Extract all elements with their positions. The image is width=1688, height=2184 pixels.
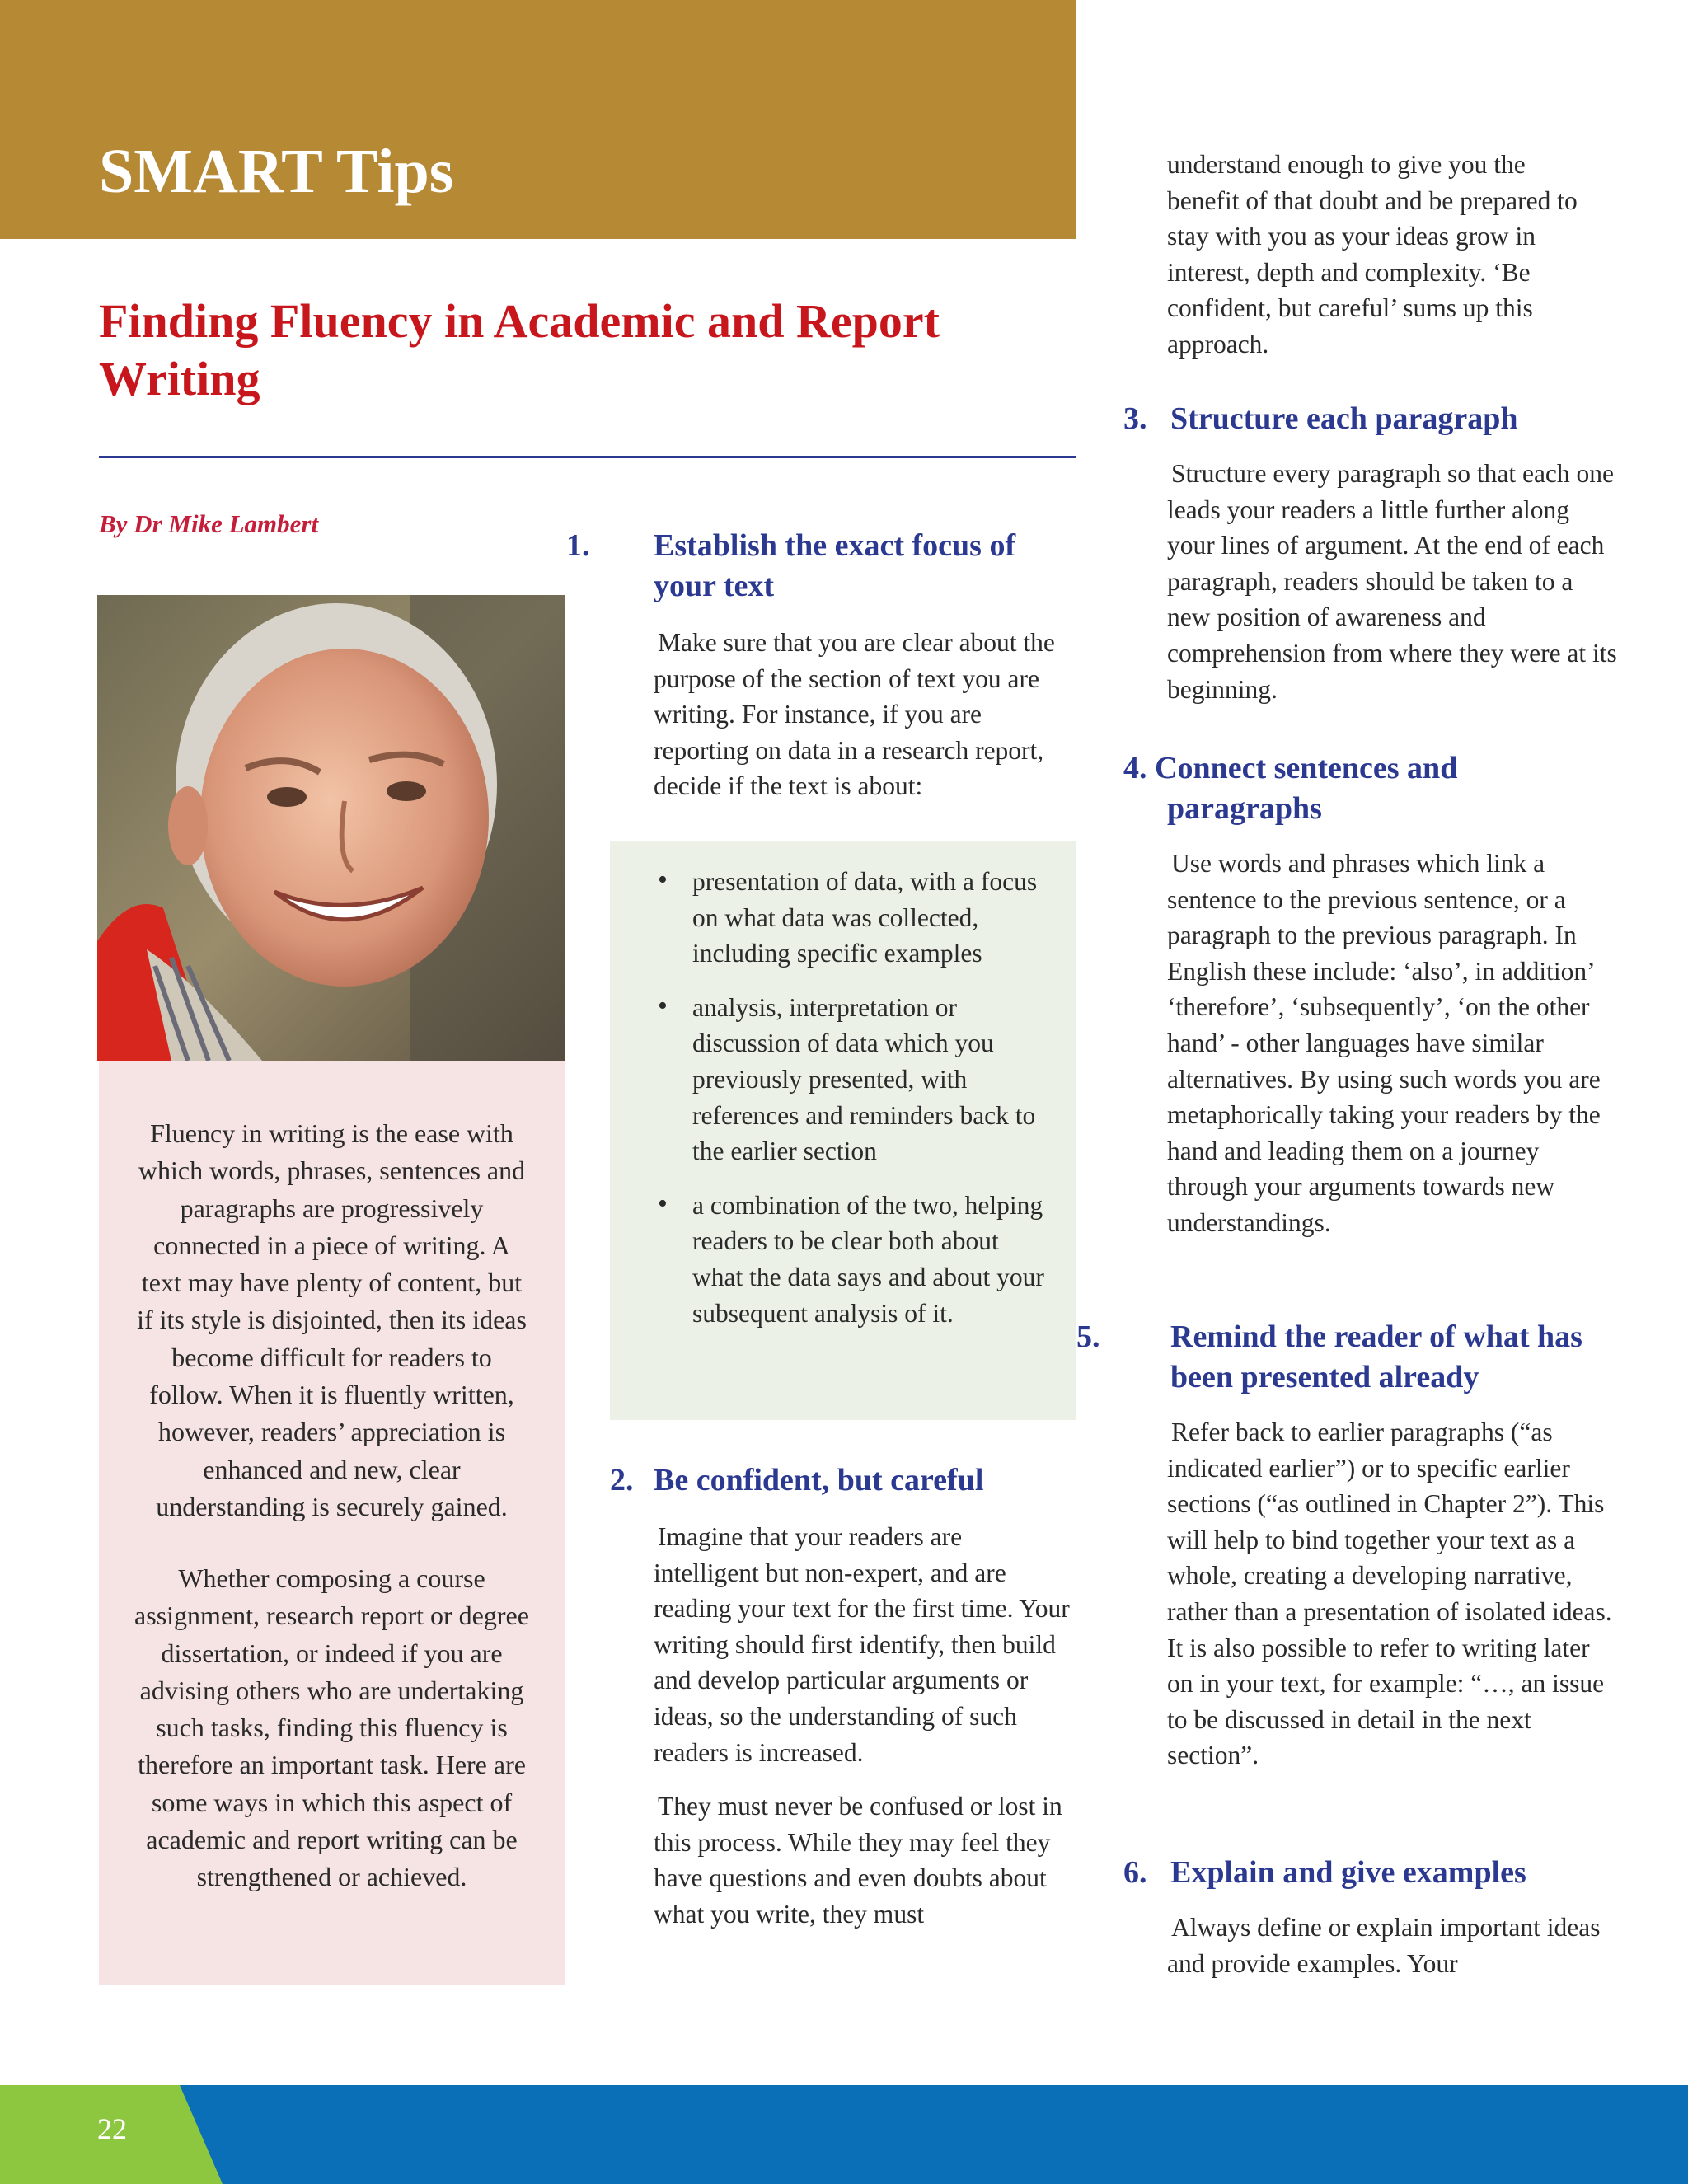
focus-options-list [658,864,1045,1349]
section-6 [1123,1853,1618,1981]
section-3-body: Structure every paragraph so that each one leads your readers a little further along your lines of argument. At the end of each paragraph, readers should be taken to a new position of awareness and comprehension from where they were at its beginning. [1167,459,1617,704]
list-item: • analysis, interpretation or discussion of data which you previously presented, with references and reminders back to the earlier section [658,990,1045,1169]
list-item: • a combination of the two, helping readers to be clear both about what the data says and about your subsequent analysis of it. [658,1188,1045,1331]
section-4-heading [1123,748,1618,829]
section-heading-text: Connect sentences and [1155,751,1458,785]
section-number: 6. [1123,1855,1147,1890]
section-heading-text: Remind the reader of what has been presented already [1170,1319,1582,1394]
section-3 [1123,399,1618,707]
section-2-continued [1167,147,1596,363]
section-3-heading [1123,399,1618,439]
page-number: 22 [97,2112,127,2145]
section-5-body: Refer back to earlier paragraphs (“as indicated earlier”) or to specific earlier sections (“as outlined in Chapter 2”). This will help to bind together your text as a whole, creating a developing narrative, rather than a presentation of isolated ideas. It is also possible to refer to writing later on in your text, for example: “…, an issue to be discussed in detail in the next section”. [1167,1418,1612,1770]
intro-sidebar [99,1061,565,1985]
sidebar-paragraph: Fluency in writing is the ease with which words, phrases, sentences and paragraphs are progressively connected in a piece of writing. A text may have plenty of content, but if its style is disjointed, then its ideas become difficult for readers to follow. When it is fluently written, however, readers’ appreciation is enhanced and new, clear understanding is securely gained. [137,1118,527,1521]
sidebar-paragraph: Whether composing a course assignment, research report or degree dissertation, or indeed if you are advising others who are undertaking such tasks, finding this fluency is therefore an important task. Here are some ways in which this aspect of academic and report writing can be strengthened or achieved. [134,1563,529,1892]
article-title: Finding Fluency in Academic and Report Writing [99,294,940,405]
section-number: 3. [1123,401,1147,436]
section-heading-text: Be confident, but careful [654,1463,984,1497]
section-1-heading [566,526,1071,607]
section-5-heading [1076,1317,1618,1398]
section-number: 4. [1123,751,1147,785]
title-divider [99,456,1076,458]
section-number: 2. [610,1463,634,1497]
byline: By Dr Mike Lambert [99,509,319,538]
section-number: 1. [566,528,590,563]
bullet-icon: • [658,865,668,895]
section-2-body: Imagine that your readers are intelligent but non-expert, and are reading your text for the first time. Your writing should first identify, then build and develop particular arguments or ideas, so the understanding of such readers is increased. [654,1522,1070,1767]
section-2-body: They must never be confused or lost in this process. While they may feel they have questions and even doubts about what you write, they must [654,1792,1062,1929]
section-title: SMART Tips [99,137,454,206]
author-photo [97,595,565,1061]
section-heading-text: Explain and give examples [1170,1855,1526,1890]
bullet-icon: • [658,1188,668,1219]
section-2-continued-text: understand enough to give you the benefit of that doubt and be prepared to stay with you as your ideas grow in interest, depth and complexity. ‘Be confident, but careful’ sums up this approach. [1167,150,1578,359]
section-heading-text: Structure each paragraph [1170,401,1518,436]
section-heading-text: Establish the exact focus of your text [654,528,1016,603]
section-2 [610,1460,1071,1933]
section-4-body: Use words and phrases which link a sentence to the previous sentence, or a paragraph to the previous paragraph. In English these include: ‘also’, in addition’ ‘therefore’, ‘subsequently’, ‘on the other hand’ - other languages have similar alternatives. By using such words you are metaphorically taking your readers by the hand and leading them on a journey through your arguments towards new understandings. [1167,849,1601,1237]
section-1-body: Make sure that you are clear about the purpose of the section of text you are writing. For instance, if you are reporting on data in a research report, decide if the text is about: [654,628,1055,801]
section-6-body: Always define or explain important ideas and provide examples. Your [1167,1913,1601,1978]
section-1 [566,526,1071,804]
section-heading-text: paragraphs [1167,791,1322,826]
section-6-heading [1123,1853,1618,1893]
bullet-icon: • [658,990,668,1021]
footer-bar [0,2085,1688,2184]
focus-options-box [610,841,1076,1420]
section-5 [1076,1317,1618,1774]
section-2-heading [610,1460,1071,1501]
section-number: 5. [1076,1319,1100,1354]
section-4 [1123,748,1618,1241]
list-item: • presentation of data, with a focus on what data was collected, including specific examples [658,864,1045,972]
